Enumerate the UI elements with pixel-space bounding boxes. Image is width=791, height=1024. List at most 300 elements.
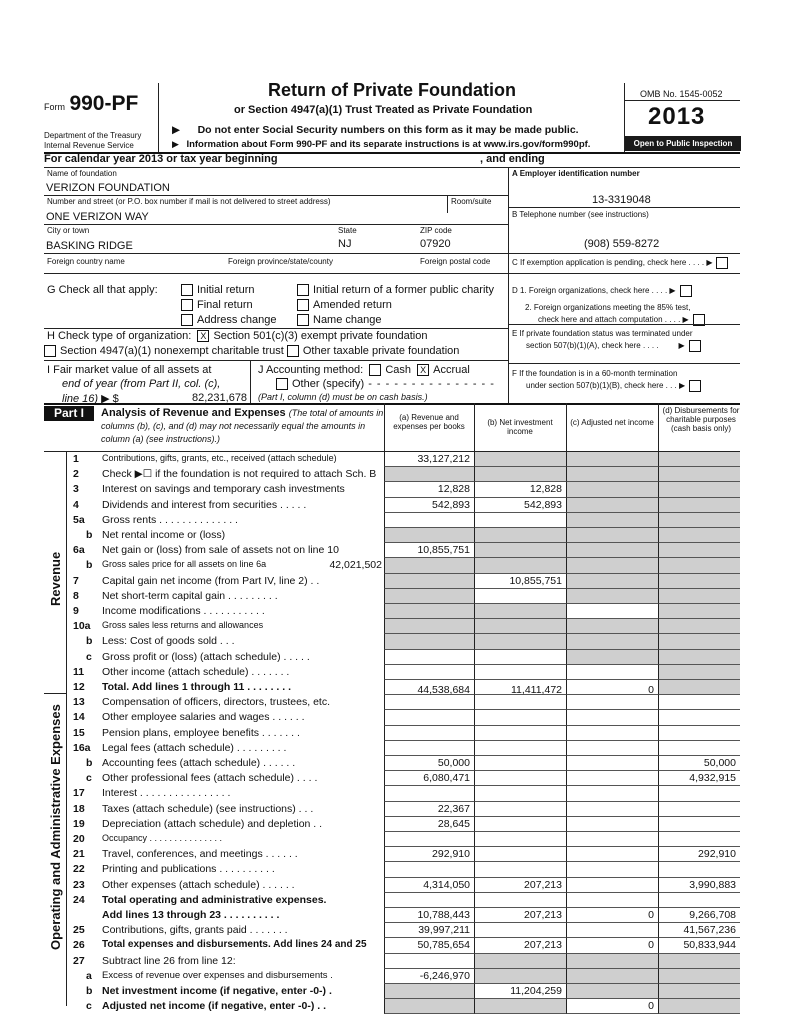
line-number: 12 bbox=[73, 681, 85, 693]
h-label: H Check type of organization: X Section 501(c)(3) exempt private foundation bbox=[47, 330, 428, 342]
cell-col-b bbox=[474, 802, 566, 817]
j-note: (Part I, column (d) must be on cash basis.) bbox=[258, 392, 428, 402]
cell-col-d bbox=[658, 650, 740, 665]
line-label: Excess of revenue over expenses and disbursements . bbox=[102, 969, 333, 981]
line-number: 24 bbox=[73, 893, 85, 906]
c-pending-checkbox[interactable] bbox=[716, 257, 728, 269]
cell-col-b bbox=[474, 665, 566, 680]
cell-col-c bbox=[566, 650, 658, 665]
cell-col-c bbox=[566, 878, 658, 893]
state-value: NJ bbox=[338, 238, 352, 250]
line-label: Contributions, gifts, grants paid . . . . . . . bbox=[102, 924, 288, 937]
cell-col-a bbox=[384, 954, 474, 969]
col-a-header: (a) Revenue and expenses per books bbox=[393, 413, 465, 431]
line-number: 22 bbox=[73, 863, 85, 876]
form-prefix: Form bbox=[44, 102, 65, 112]
cell-col-b bbox=[474, 741, 566, 756]
cell-col-c bbox=[566, 452, 658, 467]
value-col-b: 207,213 bbox=[524, 878, 562, 891]
phone-label: B Telephone number (see instructions) bbox=[512, 210, 649, 219]
cell-col-b bbox=[474, 604, 566, 619]
part1-badge: Part I bbox=[44, 406, 94, 421]
line-label: Capital gain net income (from Part IV, line 2) . . bbox=[102, 574, 320, 587]
cell-col-a bbox=[384, 786, 474, 801]
cell-col-c bbox=[566, 756, 658, 771]
value-col-c: 0 bbox=[648, 939, 654, 952]
line-number: 15 bbox=[73, 726, 85, 739]
cell-col-c bbox=[566, 498, 658, 513]
line-label: Pension plans, employee benefits . . . . . . . bbox=[102, 726, 300, 739]
line-number: 7 bbox=[73, 574, 79, 587]
part1-title-block: Analysis of Revenue and Expenses (The total of amounts in columns (b), (c), and (d) may not necessarily equal the amounts in column (a) (see instructions).) bbox=[101, 407, 384, 444]
value-col-b: 207,213 bbox=[524, 939, 562, 952]
cell-col-d bbox=[658, 619, 740, 634]
line-number: b bbox=[86, 559, 93, 572]
cell-col-c bbox=[566, 467, 658, 482]
line-label: Taxes (attach schedule) (see instructions) . . . bbox=[102, 802, 314, 815]
cell-col-c bbox=[566, 741, 658, 756]
line-label: Other employee salaries and wages . . . . . . bbox=[102, 711, 305, 724]
line-label: Check ▶☐ if the foundation is not required to attach Sch. B bbox=[102, 468, 377, 481]
cell-col-a bbox=[384, 604, 474, 619]
cell-col-a bbox=[384, 589, 474, 604]
j-accounting-line: J Accounting method: Cash X Accrual bbox=[258, 364, 470, 376]
cell-col-d bbox=[658, 726, 740, 741]
gross-sales-price-value: 42,021,502 bbox=[329, 559, 382, 572]
phone-value: (908) 559-8272 bbox=[584, 238, 660, 250]
cell-col-a bbox=[384, 741, 474, 756]
cell-col-d bbox=[658, 543, 740, 558]
d2-label-b: check here and attach computation . . . . ▶ bbox=[538, 314, 709, 326]
line-label: Compensation of officers, directors, trustees, etc. bbox=[102, 696, 330, 709]
h-501c3-checkbox[interactable]: X bbox=[197, 330, 209, 342]
line-number: b bbox=[86, 757, 93, 769]
cell-col-a bbox=[384, 862, 474, 877]
cell-col-c bbox=[566, 893, 658, 908]
col-d-header: (d) Disbursements for charitable purposes (cash basis only) bbox=[662, 406, 740, 433]
value-col-d: 50,000 bbox=[703, 757, 736, 769]
line-label: Adjusted net income (if negative, enter -0-) . . bbox=[102, 1000, 327, 1013]
line-label: Gross rents . . . . . . . . . . . . . . bbox=[102, 513, 238, 526]
value-col-c: 0 bbox=[648, 909, 654, 921]
cell-col-b bbox=[474, 756, 566, 771]
line-number: 10a bbox=[73, 620, 91, 633]
cell-col-b bbox=[474, 528, 566, 543]
form-number-text: 990-PF bbox=[69, 92, 139, 115]
line-number: 17 bbox=[73, 787, 85, 800]
line-label: Total expenses and disbursements. Add lines 24 and 25 bbox=[102, 939, 367, 951]
line-number: 21 bbox=[73, 848, 85, 861]
f-label-b: under section 507(b)(1)(B), check here . . . ▶ bbox=[526, 380, 705, 392]
dept-line-1: Department of the Treasury bbox=[44, 131, 142, 140]
foreign-province-label: Foreign province/state/county bbox=[228, 257, 333, 266]
cell-col-a bbox=[384, 634, 474, 649]
line-number: a bbox=[86, 969, 92, 982]
cell-col-c bbox=[566, 589, 658, 604]
value-col-a: -6,246,970 bbox=[419, 969, 470, 982]
line-label: Other professional fees (attach schedule) . . . . bbox=[102, 772, 318, 785]
line-label: Printing and publications . . . . . . . . . . bbox=[102, 863, 275, 876]
cell-col-b bbox=[474, 832, 566, 847]
cell-col-b bbox=[474, 969, 566, 984]
line-label: Travel, conferences, and meetings . . . . . . bbox=[102, 848, 298, 861]
line-number: 20 bbox=[73, 833, 85, 845]
value-col-a: 33,127,212 bbox=[417, 453, 470, 465]
cell-col-c bbox=[566, 969, 658, 984]
line-number: 14 bbox=[73, 711, 85, 724]
value-col-b: 12,828 bbox=[529, 483, 562, 496]
open-to-public-badge: Open to Public Inspection bbox=[625, 136, 741, 151]
cell-col-d bbox=[658, 467, 740, 482]
form-subtitle: or Section 4947(a)(1) Trust Treated as Private Foundation bbox=[234, 104, 533, 116]
and-ending: , and ending bbox=[480, 153, 545, 165]
value-col-d: 41,567,236 bbox=[683, 924, 736, 937]
cell-col-d bbox=[658, 574, 740, 589]
cell-col-d bbox=[658, 452, 740, 467]
cell-col-d bbox=[658, 832, 740, 847]
line-number: c bbox=[86, 650, 92, 663]
cell-col-d bbox=[658, 589, 740, 604]
value-col-a: 542,893 bbox=[432, 498, 470, 511]
street-value: ONE VERIZON WAY bbox=[46, 211, 149, 223]
line-label: Interest . . . . . . . . . . . . . . . . bbox=[102, 787, 231, 800]
j-other-checkbox[interactable] bbox=[276, 378, 288, 390]
cell-col-d bbox=[658, 513, 740, 528]
i-label-3: line 16) ▶ $ bbox=[62, 393, 119, 405]
cell-col-c bbox=[566, 634, 658, 649]
dept-line-2: Internal Revenue Service bbox=[44, 141, 134, 150]
address-change-checkbox[interactable] bbox=[181, 314, 193, 326]
cell-col-d bbox=[658, 482, 740, 497]
line-number: 13 bbox=[73, 696, 85, 709]
cell-col-b bbox=[474, 513, 566, 528]
cell-col-d bbox=[658, 604, 740, 619]
g-final-return: Final return bbox=[181, 299, 253, 311]
cell-col-a bbox=[384, 574, 474, 589]
cell-col-c bbox=[566, 786, 658, 801]
value-col-b: 207,213 bbox=[524, 909, 562, 921]
j-accrual-checkbox[interactable]: X bbox=[417, 364, 429, 376]
g-address-change: Address change bbox=[181, 314, 277, 326]
value-col-a: 28,645 bbox=[437, 817, 470, 830]
side-label-revenue: Revenue bbox=[48, 551, 63, 606]
line-number: 6a bbox=[73, 544, 85, 557]
city-label: City or town bbox=[47, 226, 90, 235]
line-number: 27 bbox=[73, 954, 85, 967]
cell-col-a bbox=[384, 726, 474, 741]
value-col-a: 50,000 bbox=[437, 757, 470, 769]
value-col-b: 10,855,751 bbox=[509, 574, 562, 587]
line-label: Total. Add lines 1 through 11 . . . . . . . . bbox=[102, 681, 292, 693]
cell-col-d bbox=[658, 893, 740, 908]
value-col-b: 11,411,472 bbox=[511, 684, 562, 696]
line-label: Total operating and administrative expenses. bbox=[102, 893, 327, 906]
cell-col-c bbox=[566, 695, 658, 710]
cell-col-c bbox=[566, 665, 658, 680]
form-title: Return of Private Foundation bbox=[268, 80, 517, 100]
line-label: Gross sales less returns and allowances bbox=[102, 620, 264, 631]
cell-col-a bbox=[384, 619, 474, 634]
line-label: Net investment income (if negative, enter -0-) . bbox=[102, 985, 332, 997]
e-checkbox[interactable] bbox=[689, 340, 701, 352]
value-col-a: 22,367 bbox=[437, 802, 470, 815]
i-label-1: I Fair market value of all assets at bbox=[47, 364, 212, 376]
cell-col-c bbox=[566, 771, 658, 786]
line-label: Gross sales price for all assets on line 6a bbox=[102, 559, 267, 570]
cell-col-d bbox=[658, 741, 740, 756]
cell-col-c bbox=[566, 832, 658, 847]
cell-col-d bbox=[658, 558, 740, 573]
line-label: Accounting fees (attach schedule) . . . . . . bbox=[102, 757, 296, 769]
cell-col-d bbox=[658, 802, 740, 817]
line-label: Net gain or (loss) from sale of assets not on line 10 bbox=[102, 544, 339, 557]
cell-col-d bbox=[658, 528, 740, 543]
h-4947-checkbox[interactable] bbox=[44, 345, 56, 357]
line-label: Less: Cost of goods sold . . . bbox=[102, 635, 235, 648]
cell-col-a bbox=[384, 650, 474, 665]
line-label: Income modifications . . . . . . . . . . . bbox=[102, 605, 265, 617]
line-label: Other expenses (attach schedule) . . . . . . bbox=[102, 878, 295, 891]
cell-col-b bbox=[474, 650, 566, 665]
name-change-checkbox[interactable] bbox=[297, 314, 309, 326]
value-col-a: 6,080,471 bbox=[423, 772, 470, 785]
cell-col-d bbox=[658, 710, 740, 725]
final-return-checkbox[interactable] bbox=[181, 299, 193, 311]
cell-col-b bbox=[474, 467, 566, 482]
cell-col-c bbox=[566, 923, 658, 938]
cell-col-d bbox=[658, 634, 740, 649]
cell-col-d bbox=[658, 954, 740, 969]
value-col-c: 0 bbox=[648, 1000, 654, 1013]
value-col-a: 50,785,654 bbox=[417, 939, 470, 952]
line-label: Legal fees (attach schedule) . . . . . . . . . bbox=[102, 741, 287, 754]
tax-year: 2013 bbox=[648, 103, 706, 130]
line-number: b bbox=[86, 985, 93, 997]
cell-col-b bbox=[474, 923, 566, 938]
amended-return-checkbox[interactable] bbox=[297, 299, 309, 311]
line-label: Add lines 13 through 23 . . . . . . . . . . bbox=[102, 909, 280, 921]
foreign-country-label: Foreign country name bbox=[47, 257, 125, 266]
g-initial-former: Initial return of a former public charity bbox=[297, 284, 494, 296]
cell-col-d bbox=[658, 680, 740, 695]
i-label-2: end of year (from Part II, col. (c), bbox=[62, 378, 221, 390]
line-number: 5a bbox=[73, 513, 85, 526]
cell-col-a bbox=[384, 513, 474, 528]
cell-col-b bbox=[474, 619, 566, 634]
state-label: State bbox=[338, 226, 357, 235]
line-number: c bbox=[86, 1000, 92, 1013]
cell-col-c bbox=[566, 482, 658, 497]
line-number: 25 bbox=[73, 924, 85, 937]
cell-col-a bbox=[384, 467, 474, 482]
line-number: 8 bbox=[73, 589, 79, 602]
foundation-name: VERIZON FOUNDATION bbox=[46, 182, 170, 194]
cell-col-c bbox=[566, 817, 658, 832]
initial-return-checkbox[interactable] bbox=[181, 284, 193, 296]
line-label: Gross profit or (loss) (attach schedule) . . . . . bbox=[102, 650, 310, 663]
cell-col-c bbox=[566, 710, 658, 725]
cell-col-b bbox=[474, 543, 566, 558]
cell-col-c bbox=[566, 802, 658, 817]
cell-col-a bbox=[384, 832, 474, 847]
cell-col-c bbox=[566, 847, 658, 862]
line-number: 4 bbox=[73, 498, 79, 511]
line-number: 2 bbox=[73, 468, 79, 481]
line-label: Depreciation (attach schedule) and depletion . . bbox=[102, 817, 323, 830]
h-other-checkbox[interactable] bbox=[287, 345, 299, 357]
cell-col-d bbox=[658, 999, 740, 1014]
cell-col-b bbox=[474, 999, 566, 1014]
cell-col-c bbox=[566, 604, 658, 619]
g-amended-return: Amended return bbox=[297, 299, 392, 311]
name-label: Name of foundation bbox=[47, 169, 117, 178]
cell-col-d bbox=[658, 498, 740, 513]
cell-col-a bbox=[384, 528, 474, 543]
ssn-note: ▶ Do not enter Social Security numbers on this form as it may be made public. bbox=[172, 124, 579, 136]
value-col-d: 3,990,883 bbox=[689, 878, 736, 891]
cell-col-a bbox=[384, 984, 474, 999]
cell-col-b bbox=[474, 695, 566, 710]
value-col-a: 44,538,684 bbox=[417, 684, 470, 696]
cell-col-b bbox=[474, 710, 566, 725]
ein-value: 13-3319048 bbox=[592, 194, 651, 206]
line-number: b bbox=[86, 635, 93, 648]
zip-label: ZIP code bbox=[420, 226, 452, 235]
cell-col-a bbox=[384, 665, 474, 680]
cell-col-b bbox=[474, 452, 566, 467]
value-col-a: 10,855,751 bbox=[417, 544, 470, 557]
f-checkbox[interactable] bbox=[689, 380, 701, 392]
foreign-postal-label: Foreign postal code bbox=[420, 257, 491, 266]
c-pending-label: C If exemption application is pending, check here . . . . ▶ bbox=[512, 257, 732, 269]
cell-col-d bbox=[658, 786, 740, 801]
value-col-d: 50,833,944 bbox=[683, 939, 736, 952]
line-label: Net short-term capital gain . . . . . . . . . bbox=[102, 589, 278, 602]
value-col-a: 10,788,443 bbox=[417, 909, 470, 921]
cell-col-b bbox=[474, 817, 566, 832]
line-label: Interest on savings and temporary cash investments bbox=[102, 483, 345, 496]
cell-col-d bbox=[658, 984, 740, 999]
cell-col-c bbox=[566, 528, 658, 543]
cell-col-c bbox=[566, 984, 658, 999]
cell-col-a bbox=[384, 710, 474, 725]
g-initial-return: Initial return bbox=[181, 284, 254, 296]
cell-col-a bbox=[384, 893, 474, 908]
cell-col-c bbox=[566, 954, 658, 969]
value-col-d: 292,910 bbox=[698, 848, 736, 861]
col-b-header: (b) Net investment income bbox=[487, 418, 553, 436]
value-col-a: 12,828 bbox=[437, 483, 470, 496]
form-number bbox=[44, 92, 138, 116]
j-other-line: Other (specify) - - - - - - - - - - - - - - - bbox=[276, 378, 495, 390]
line-number: 3 bbox=[73, 483, 79, 496]
cell-col-b bbox=[474, 786, 566, 801]
line-label: Occupancy . . . . . . . . . . . . . . . bbox=[102, 833, 223, 843]
cell-col-d bbox=[658, 862, 740, 877]
line-number: c bbox=[86, 772, 92, 785]
side-label-expenses: Operating and Administrative Expenses bbox=[48, 704, 63, 950]
cell-col-b bbox=[474, 954, 566, 969]
j-cash-checkbox[interactable] bbox=[369, 364, 381, 376]
line-number: 11 bbox=[73, 665, 85, 678]
d1-checkbox[interactable] bbox=[680, 285, 692, 297]
d1-label: D 1. Foreign organizations, check here . . . . ▶ bbox=[512, 285, 696, 297]
line-number: 18 bbox=[73, 802, 85, 815]
cell-col-b bbox=[474, 589, 566, 604]
omb-number: OMB No. 1545-0052 bbox=[640, 89, 723, 99]
line-label: Net rental income or (loss) bbox=[102, 529, 226, 541]
f-label-a: F If the foundation is in a 60-month termination bbox=[512, 369, 678, 378]
cell-col-c bbox=[566, 574, 658, 589]
initial-former-checkbox[interactable] bbox=[297, 284, 309, 296]
line-label: Dividends and interest from securities . . . . . bbox=[102, 498, 307, 511]
cell-col-c bbox=[566, 543, 658, 558]
cell-col-a bbox=[384, 558, 474, 573]
cell-col-b bbox=[474, 634, 566, 649]
value-col-a: 292,910 bbox=[432, 848, 470, 861]
e-label-a: E If private foundation status was terminated under bbox=[512, 329, 693, 338]
cell-col-c bbox=[566, 726, 658, 741]
line-number: 26 bbox=[73, 939, 85, 952]
cell-col-b bbox=[474, 893, 566, 908]
street-label: Number and street (or P.O. box number if mail is not delivered to street address) bbox=[47, 197, 331, 206]
room-label: Room/suite bbox=[451, 197, 492, 206]
cell-col-c bbox=[566, 619, 658, 634]
cell-col-d bbox=[658, 665, 740, 680]
value-col-b: 11,204,259 bbox=[510, 985, 562, 997]
fmv-assets-value: 82,231,678 bbox=[192, 392, 248, 404]
g-name-change: Name change bbox=[297, 314, 382, 326]
cell-col-c bbox=[566, 513, 658, 528]
value-col-d: 4,932,915 bbox=[689, 772, 736, 785]
value-col-b: 542,893 bbox=[524, 498, 562, 511]
cell-col-b bbox=[474, 726, 566, 741]
value-col-a: 4,314,050 bbox=[423, 878, 470, 891]
cell-col-d bbox=[658, 695, 740, 710]
cell-col-c bbox=[566, 862, 658, 877]
info-note: ▶ Information about Form 990-PF and its separate instructions is at www.irs.gov/form990pf. bbox=[172, 139, 591, 150]
line-number: 19 bbox=[73, 817, 85, 830]
cell-col-b bbox=[474, 771, 566, 786]
value-col-d: 9,266,708 bbox=[689, 909, 736, 921]
city-value: BASKING RIDGE bbox=[46, 240, 133, 252]
g-label: G Check all that apply: bbox=[47, 284, 158, 296]
value-col-c: 0 bbox=[648, 684, 654, 696]
line-label: Subtract line 26 from line 12: bbox=[102, 954, 236, 967]
line-number: b bbox=[86, 529, 93, 541]
zip-value: 07920 bbox=[420, 238, 451, 250]
line-label: Contributions, gifts, grants, etc., received (attach schedule) bbox=[102, 453, 337, 463]
value-col-a: 39,997,211 bbox=[418, 924, 470, 937]
line-label: Other income (attach schedule) . . . . . . . bbox=[102, 665, 290, 678]
e-label-b: section 507(b)(1)(A), check here . . . . ▶ bbox=[526, 340, 705, 352]
calendar-year-line: For calendar year 2013 or tax year beginning bbox=[44, 153, 278, 165]
cell-col-a bbox=[384, 695, 474, 710]
line-number: 16a bbox=[73, 741, 91, 754]
cell-col-b bbox=[474, 558, 566, 573]
cell-col-a bbox=[384, 999, 474, 1014]
cell-col-c bbox=[566, 558, 658, 573]
cell-col-d bbox=[658, 817, 740, 832]
ein-label: A Employer identification number bbox=[512, 169, 640, 178]
line-number: 9 bbox=[73, 605, 79, 617]
h-4947-line: Section 4947(a)(1) nonexempt charitable trust Other taxable private foundation bbox=[44, 345, 459, 357]
cell-col-d bbox=[658, 969, 740, 984]
line-number: 23 bbox=[73, 878, 85, 891]
cell-col-b bbox=[474, 847, 566, 862]
d2-label-a: 2. Foreign organizations meeting the 85% test, bbox=[525, 303, 691, 312]
line-number: 1 bbox=[73, 453, 79, 465]
